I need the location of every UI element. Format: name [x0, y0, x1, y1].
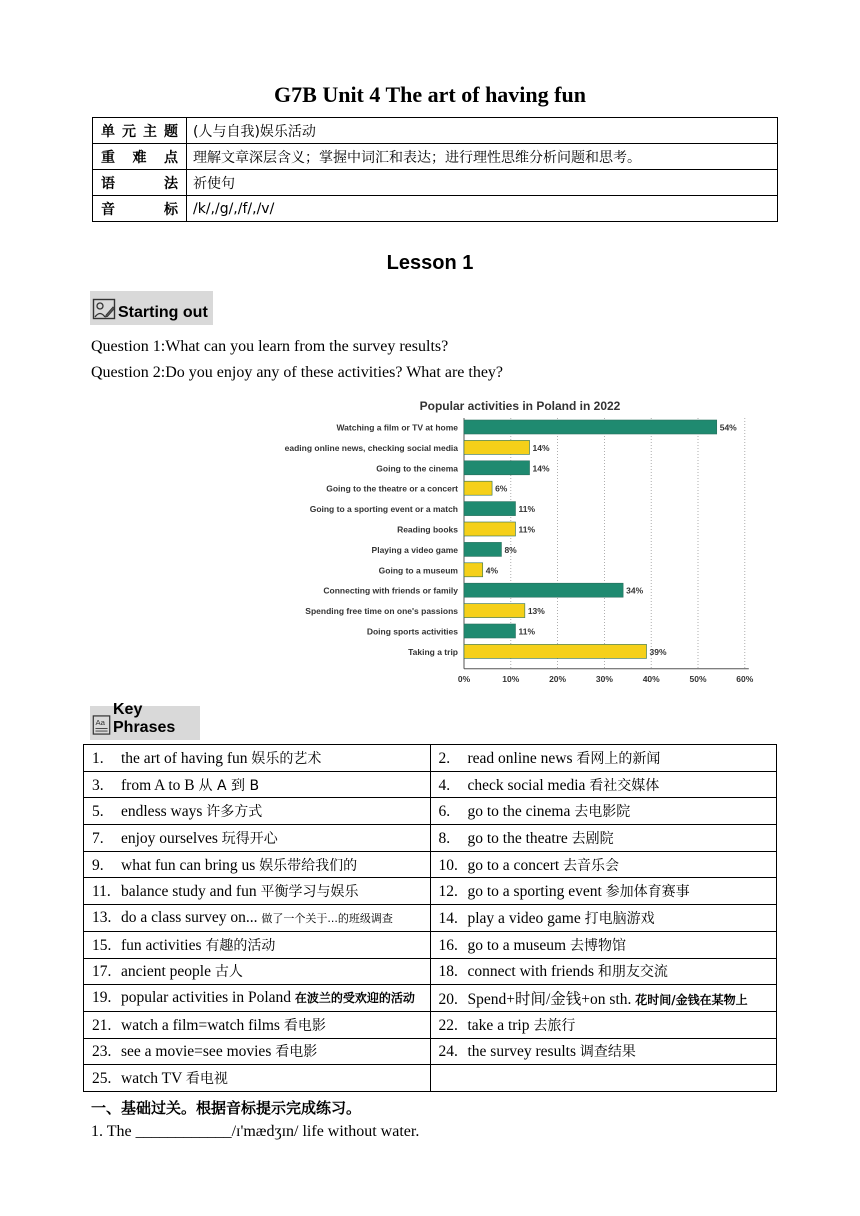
page-title: G7B Unit 4 The art of having fun [274, 82, 586, 107]
phrase-english: endless ways [121, 803, 203, 821]
category-label: Going to the cinema [376, 463, 458, 474]
phrase-cell [430, 745, 777, 772]
data-label: 11% [518, 524, 536, 535]
data-label: 34% [626, 585, 644, 596]
chart-bar [464, 644, 647, 658]
data-label: 8% [504, 544, 517, 555]
phrase-chinese: 看电视 [185, 1071, 228, 1088]
phrase-chinese: 打电脑游戏 [584, 910, 655, 927]
phrase-number: 1. [92, 749, 104, 767]
data-label: 6% [495, 483, 508, 494]
phrase-chinese: 去电影院 [574, 804, 631, 821]
phrase-number: 2. [438, 749, 451, 767]
phrase-number: 5. [92, 803, 104, 821]
table-row [84, 771, 777, 798]
phrase-number: 21. [92, 1016, 112, 1034]
table-row [84, 878, 777, 905]
phrase-english: connect with friends [467, 963, 595, 981]
phrase-chinese: 古人 [214, 964, 243, 981]
key-phrases-table [83, 744, 777, 1092]
x-tick-label: 40% [642, 673, 660, 684]
data-label: 11% [518, 504, 536, 515]
phrase-cell [84, 1065, 431, 1092]
chart-bar [464, 563, 483, 577]
data-label: 13% [527, 606, 545, 617]
question-2: Question 2:Do you enjoy any of these activities? What are they? [91, 364, 504, 381]
info-label: 音标 [93, 196, 187, 222]
phrase-cell [84, 958, 431, 985]
phrase-number: 22. [438, 1016, 458, 1034]
pencil-board-icon [92, 298, 116, 322]
phrase-cell [430, 985, 777, 1012]
chart-bar [464, 481, 492, 495]
chart-bar [464, 583, 623, 597]
phrase-chinese: 去旅行 [533, 1017, 576, 1034]
phrase-english: play a video game [467, 909, 581, 927]
table-row [84, 798, 777, 825]
phrase-number: 7. [92, 829, 104, 847]
phrase-cell [430, 771, 777, 798]
phrase-cell [430, 851, 777, 878]
phrase-english: watch a film=watch films [121, 1016, 280, 1034]
phrase-english: the survey results [467, 1043, 576, 1061]
phrase-english: balance study and fun [121, 883, 257, 901]
starting-out-label: Starting out [118, 304, 208, 321]
svg-text:Aa: Aa [95, 718, 105, 727]
phrase-cell [84, 798, 431, 825]
phrase-chinese: 看电影 [283, 1017, 326, 1034]
phrase-number: 13. [92, 908, 112, 926]
phrase-english: ancient people [121, 963, 211, 981]
phrase-english: popular activities in Poland [121, 989, 292, 1007]
exercise-heading: 一、基础过关。根据音标提示完成练习。 [91, 1099, 362, 1117]
phrase-chinese: 花时间/金钱在某物上 [635, 993, 748, 1008]
phrase-english: go to the cinema [467, 803, 571, 821]
phrase-cell [430, 958, 777, 985]
chart-bar [464, 461, 530, 475]
question-1: Question 1:What can you learn from the survey results? [91, 338, 449, 355]
phrase-english: check social media [467, 776, 586, 794]
table-row [84, 905, 777, 932]
phrase-chinese: 娱乐的艺术 [251, 750, 322, 767]
unit-info-table [92, 117, 778, 222]
phrase-cell [84, 985, 431, 1012]
phrase-chinese: 去剧院 [571, 830, 614, 847]
chart-bar [464, 542, 501, 556]
phrase-chinese: 去音乐会 [563, 857, 620, 874]
phrase-cell [430, 1011, 777, 1038]
phrase-number: 12. [438, 883, 458, 901]
info-label: 单元主题 [93, 118, 187, 144]
phrase-number: 10. [438, 856, 458, 874]
phrase-english: fun activities [121, 936, 202, 954]
phrase-cell [84, 878, 431, 905]
key-phrases-label: Key Phrases [113, 701, 176, 736]
info-value: /k/,/g/,/f/,/v/ [187, 196, 778, 222]
phrase-english: go to the theatre [467, 829, 568, 847]
phrase-cell [430, 931, 777, 958]
phrase-chinese: 娱乐带给我们的 [259, 857, 358, 874]
phrase-chinese: 许多方式 [206, 804, 263, 821]
phrase-number: 18. [438, 963, 458, 981]
phrase-cell [430, 905, 777, 932]
info-row [93, 170, 778, 196]
phrase-english: go to a sporting event [467, 883, 602, 901]
category-label: Connecting with friends or family [323, 585, 458, 596]
lesson-heading: Lesson 1 [386, 252, 474, 274]
phrase-chinese: 看电影 [275, 1044, 318, 1061]
data-label: 54% [719, 422, 737, 433]
phrase-number: 14. [438, 909, 458, 927]
phrase-cell [84, 771, 431, 798]
table-row [84, 825, 777, 852]
phrase-cell [430, 798, 777, 825]
chart-title: Popular activities in Poland in 2022 [419, 399, 621, 413]
phrase-number: 17. [92, 963, 112, 981]
phrase-english: from A to B [121, 776, 195, 794]
phrase-chinese: 平衡学习与娱乐 [260, 884, 359, 901]
phrase-number: 15. [92, 936, 112, 954]
chart-bar [464, 440, 530, 454]
phrase-english: do a class survey on... [121, 908, 258, 926]
category-label: Reading books [397, 524, 458, 535]
info-row [93, 196, 778, 222]
category-label: Going to the theatre or a concert [326, 483, 458, 494]
starting-out-heading [90, 291, 213, 325]
phrase-number: 6. [438, 803, 451, 821]
phrase-english: see a movie=see movies [121, 1043, 272, 1061]
phrase-chinese: 从 A 到 B [198, 777, 260, 794]
table-row [84, 851, 777, 878]
phrase-cell [430, 1065, 777, 1092]
table-row [84, 931, 777, 958]
exercise-item-1: 1. The ____________/ɪ'mædʒɪn/ life without water. [91, 1123, 420, 1140]
phrase-english: watch TV [121, 1070, 182, 1088]
x-tick-label: 10% [502, 673, 520, 684]
chart-bar [464, 624, 515, 638]
category-label: Doing sports activities [366, 626, 458, 637]
phrase-cell [84, 745, 431, 772]
category-label: Taking a trip [408, 646, 458, 657]
phrase-cell [430, 1038, 777, 1065]
phrase-english: Spend+时间/金钱+on sth. [467, 991, 632, 1009]
category-label: Going to a sporting event or a match [309, 504, 458, 515]
phrase-number: 24. [438, 1043, 458, 1061]
phrase-number: 8. [438, 829, 451, 847]
phrase-chinese: 在波兰的受欢迎的活动 [294, 991, 415, 1006]
data-label: 39% [649, 646, 667, 657]
phrase-english: take a trip [467, 1016, 530, 1034]
phrase-chinese: 有趣的活动 [205, 937, 276, 954]
category-label: Watching a film or TV at home [336, 422, 458, 433]
table-row [84, 1065, 777, 1092]
key-phrases-heading [90, 701, 200, 740]
phrase-number: 20. [438, 991, 458, 1009]
info-row [93, 144, 778, 170]
table-row [84, 1038, 777, 1065]
chart-bar [464, 420, 717, 434]
info-value: 祈使句 [187, 170, 778, 196]
phrase-number: 9. [92, 856, 104, 874]
chart-bar [464, 502, 515, 516]
phrase-number: 19. [92, 989, 112, 1007]
chart-bar [464, 604, 525, 618]
table-row [84, 1011, 777, 1038]
phrase-number: 25. [92, 1070, 112, 1088]
x-tick-label: 0% [457, 673, 471, 684]
info-value: (人与自我)娱乐活动 [187, 118, 778, 144]
x-tick-label: 30% [595, 673, 613, 684]
phrase-cell [84, 931, 431, 958]
phrase-cell [430, 878, 777, 905]
table-row [84, 958, 777, 985]
info-label: 语法 [93, 170, 187, 196]
phrase-english: go to a concert [467, 856, 560, 874]
phrase-number: 16. [438, 936, 458, 954]
phrase-chinese: 参加体育赛事 [605, 884, 690, 901]
data-label: 11% [518, 626, 536, 637]
phrase-english: enjoy ourselves [121, 829, 218, 847]
phrase-number: 4. [438, 776, 451, 794]
category-label: Going to a museum [378, 565, 458, 576]
info-label: 重难点 [93, 144, 187, 170]
x-tick-label: 60% [736, 673, 754, 684]
table-row [84, 745, 777, 772]
table-row [84, 985, 777, 1012]
phrase-chinese: 看社交媒体 [589, 777, 660, 794]
phrase-chinese: 去博物馆 [569, 937, 626, 954]
info-value: 理解文章深层含义；掌握中词汇和表达；进行理性思维分析问题和思考。 [187, 144, 778, 170]
phrase-number: 23. [92, 1043, 112, 1061]
phrase-cell [84, 825, 431, 852]
phrase-chinese: 做了一个关于...的班级调查 [261, 911, 393, 925]
phrase-cell [430, 825, 777, 852]
phrase-english: go to a museum [467, 936, 567, 954]
chart-bar [464, 522, 515, 536]
info-row [93, 118, 778, 144]
phrase-number: 3. [92, 776, 104, 794]
phrase-english: what fun can bring us [121, 856, 256, 874]
category-label: eading online news, checking social media [284, 442, 458, 453]
phrase-chinese: 看网上的新闻 [576, 750, 661, 767]
phrase-cell [84, 1011, 431, 1038]
phrase-number: 11. [92, 883, 111, 901]
category-label: Playing a video game [371, 544, 458, 555]
phrase-chinese: 和朋友交流 [597, 964, 668, 981]
phrase-english: read online news [467, 749, 573, 767]
phrase-chinese: 调查结果 [579, 1044, 636, 1061]
data-label: 4% [485, 565, 499, 576]
phrase-chinese: 玩得开心 [221, 830, 278, 847]
x-tick-label: 20% [549, 673, 567, 684]
data-label: 14% [532, 442, 550, 453]
category-label: Spending free time on one's passions [305, 606, 458, 617]
phrase-cell [84, 1038, 431, 1065]
x-tick-label: 50% [689, 673, 707, 684]
data-label: 14% [532, 463, 550, 474]
phrase-cell [84, 905, 431, 932]
document-a-icon [92, 713, 111, 737]
phrase-english: the art of having fun [121, 749, 248, 767]
phrase-cell [84, 851, 431, 878]
popular-activities-chart [280, 388, 760, 688]
